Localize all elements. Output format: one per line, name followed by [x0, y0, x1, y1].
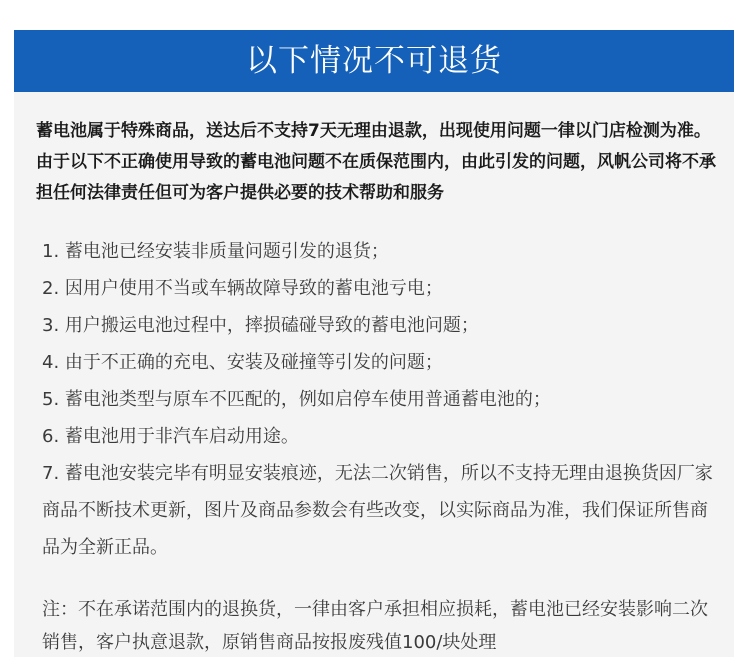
return-policy-panel [14, 30, 734, 657]
list-item: 1. 蓄电池已经安装非质量问题引发的退货； [42, 241, 389, 262]
title-banner [14, 30, 734, 92]
list-item: 2. 因用户使用不当或车辆故障导致的蓄电池亏电； [42, 278, 443, 299]
note-paragraph: 注：不在承诺范围内的退换货，一律由客户承担相应损耗，蓄电池已经安装影响二次销售，客户执意退款，原销售商品按报废残值100/块处理 [42, 599, 708, 653]
intro-paragraph: 蓄电池属于特殊商品，送达后不支持7天无理由退款，出现使用问题一律以门店检测为准。由于以下不正确使用导致的蓄电池问题不在质保范围内，由此引发的问题，风帆公司将不承担任何法律责任但可为客户提供必要的技术帮助和服务 [36, 121, 716, 203]
list-item: 3. 用户搬运电池过程中，摔损磕碰导致的蓄电池问题； [42, 315, 479, 336]
non-returnable-conditions-list [42, 233, 718, 566]
list-item: 4. 由于不正确的充电、安装及碰撞等引发的问题； [42, 352, 443, 373]
list-item: 6. 蓄电池用于非汽车启动用途。 [42, 426, 299, 447]
list-item: 7. 蓄电池安装完毕有明显安装痕迹，无法二次销售，所以不支持无理由退换货因厂家商品不断技术更新，图片及商品参数会有些改变，以实际商品为准，我们保证所售商品为全新正品。 [42, 463, 713, 558]
list-item: 5. 蓄电池类型与原车不匹配的，例如启停车使用普通蓄电池的； [42, 389, 551, 410]
banner-title: 以下情况不可退货 [246, 42, 502, 79]
